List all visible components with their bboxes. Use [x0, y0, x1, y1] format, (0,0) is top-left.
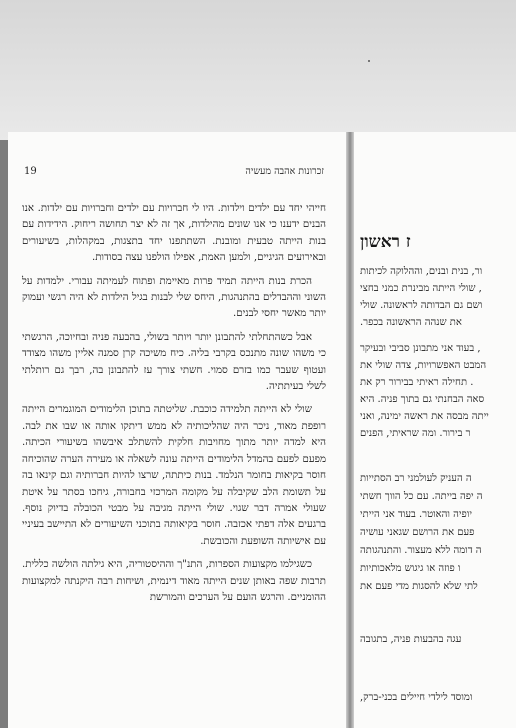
paragraph: כשגילמו מקצועות הספרות, התנ"ך וההיסטוריה, היא גילתה הולשה כללית. תרבות שפה באותן שנים הייתה מאוד דינמית, ושיחות רבה היקנתה למקצועות ההומניים. והרגש הועם על הערכים והמורשת — [22, 559, 326, 603]
text-line: ושם גם הבדותה לראשונה. שולי — [360, 300, 483, 311]
text-line: . תחילה ראיתי בבירור רק את — [360, 377, 474, 388]
text-line: פעם את הרושם שגאני עושיה — [360, 527, 475, 538]
scanner-background — [0, 0, 516, 140]
text-line: ומוסד לילדי חיילים בכני-ברק, — [360, 692, 473, 703]
running-header — [24, 166, 324, 180]
text-line: ו פוזה או גיגוש מלאכותיות — [360, 563, 461, 574]
text-line: את שנהה הראשונה בכפר. — [360, 317, 462, 328]
running-title: זכרונות אהבה מעשיה — [245, 166, 324, 177]
text-line: ור, בנית ובנים, וההלוקה לכיתות — [360, 266, 483, 277]
dust-speck — [368, 60, 370, 62]
text-line: , שולי הייתה מבינרת כמני בחצי — [360, 283, 482, 294]
text-line: , בעוד אני מתבונן סביבי ובעיקר — [360, 343, 481, 354]
text-line: ר בירור. ומה שראיתי, הפנים — [360, 428, 471, 439]
text-line: ה יפה בייתה. עם כל הווך חשתי — [360, 491, 483, 502]
text-line: המבט האפשרויות, צדה שולי את — [360, 360, 487, 371]
text-line: ה העניק לעולמני רב הסתייות — [360, 473, 472, 484]
paragraph: שולי לא הייתה תלמידה כוכבת. שליטתה בתוכן הלימודים המוגמרים הייתה רופפת מאוד, ניכר היה שהליכותיה לא ממש דיתקו אותה או שבו את לבה. היא למדה יותר מתוך מחויבות חלקית להשתלב איבשהו בשיעורי הכיתה. מפעם לפעם בהמדל הלימודים הייתה עונה לשאלה או מעירה הערה שהוכיחה חוסר בקיאות בחומר הנלמד. בנות כיתתה, שרצו להיות חברותיה וגם קינאו בה על תשומת הלב שקיבלה על מקומה המרכזי בחבורה, גיחכו בסתר על איטת שעולי אמרה דבר שגוי. שולי הייתה מגיבה על מבטי הכובלה בדיוק נוסף. ברגעים אלה דפתי אכזבה. חוסר בקיאותה בתוכני השיעורים לא התיישב בעיניי עם אישיותה השופעת והכובשת. — [22, 404, 326, 547]
text-line: לתי שלא להסגות מדי פעם את — [360, 581, 478, 592]
book-gutter — [346, 132, 354, 728]
paragraph: אבל כשהתחלתי להתבונן יותר ויותר בשולי, בהבעה פניה ובחיוכה, הרגשתי כי משהו שונה מתנכס בקרבי בליה. כיח משיכה קרן סמנה אליין משהו מצודד ועטוף שעבר כמו בזרם סמוי. חשתי צורך עז להתבונן בה, רבך גם רותלתי לשלי בעיתתיה. — [22, 331, 326, 393]
left-page-body — [22, 201, 326, 606]
text-line: ייתה מבסה את ראשה ימינה, ואני — [360, 411, 489, 422]
chapter-heading: ז ראשון — [360, 232, 411, 252]
text-line: עגה בהבעות פניה, בתגובה — [360, 634, 462, 645]
paragraph: הכרת בנות הייתה תמיד פרות מאיימת ופתוח לעמיתה עבורי. ילמדות על השוני וההבדלים בהתנהגות, היחס שלי לבנות בגיל הילדות לא היה רגשי ועמוק יותר מאשר יחסי לבנים. — [22, 275, 326, 320]
text-line: ה דומה ללא מעצור. והתנהגותה — [360, 545, 482, 556]
paragraph: חייהי יחד עם ילדים וילדות. היו לי חברויות עם ילדים וחברויות עם ילדות. אנו הבנים ידענו כי אנו שונים מהילדות, אך זה לא יצר תחושה ריחוק. הידידות עם בנות הייתה טבעית ומובנת. השתתפנו יחד בתצגות, במקהלות, בשיעורים ובאירועים הגיגיים, ולמען האמת, אפילו הולפנו עצה בסודות. — [22, 203, 326, 264]
text-line: יופיה והאוטר. בעוד אני הייתי — [360, 509, 472, 520]
page-number: 19 — [24, 166, 37, 177]
text-line: סאה הבחנתי גם בתוך פניה. היא — [360, 394, 485, 405]
